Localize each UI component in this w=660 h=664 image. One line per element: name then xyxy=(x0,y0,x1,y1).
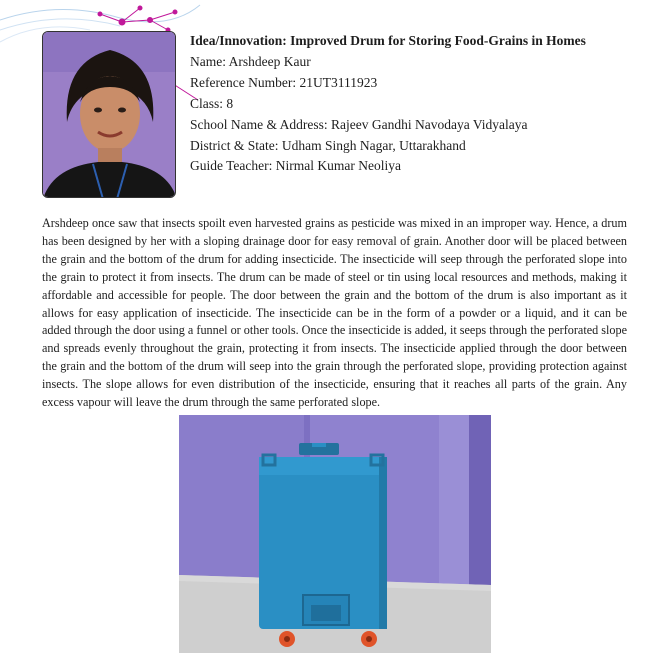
reference-row xyxy=(190,73,640,94)
district-value: Udham Singh Nagar, Uttarakhand xyxy=(281,137,466,153)
district-label: District & State: xyxy=(190,137,279,153)
idea-title: Idea/Innovation: Improved Drum for Storing Food-Grains in Homes xyxy=(190,33,586,48)
student-portrait xyxy=(42,31,176,198)
drum-photo xyxy=(179,415,491,653)
class-row xyxy=(190,94,640,115)
school-value: Rajeev Gandhi Navodaya Vidyalaya xyxy=(331,116,528,132)
reference-value: 21UT3111923 xyxy=(299,74,378,90)
name-value: Arshdeep Kaur xyxy=(228,53,311,69)
guide-label: Guide Teacher: xyxy=(190,158,273,174)
guide-row xyxy=(190,156,640,177)
guide-value: Nirmal Kumar Neoliya xyxy=(275,158,401,174)
class-value: 8 xyxy=(226,95,234,111)
school-label: School Name & Address: xyxy=(190,116,328,132)
class-label: Class: xyxy=(190,95,224,111)
description-paragraph: Arshdeep once saw that insects spoilt even harvested grains as pesticide was mixed in an improper way. Hence, a drum has been designed by her with a sloping drainage door for easy removal of grain. Another door will be placed between the grain and the bottom of the drum for adding insecticide. The insecticide will seep through the perforated slope into the grain to protect it from insects. The drum can be made of steel or tin using local resources and methods, making it affordable and accessible for people. The door between the grain and the bottom of the drum is also important as it allows for easy application of insecticide. The insecticide can be in the form of a powder or a liquid, and it can be added through the door using a funnel or other tools. Once the insecticide is added, it seeps through the perforated slope and spreads evenly throughout the grain, protecting it from insects. The insecticide applied through the door between the grain and the bottom of the drum will seep into the grain through the perforated slope, providing protection against insects. The slope allows for even distribution of the insecticide, ensuring that it reaches all parts of the grain. Any excess vapour will leave the drum through the same perforated slope. xyxy=(42,216,627,410)
district-row xyxy=(190,136,640,157)
student-info xyxy=(190,31,640,177)
school-row xyxy=(190,115,640,136)
name-label: Name: xyxy=(190,53,226,69)
reference-label: Reference Number: xyxy=(190,74,297,90)
name-row xyxy=(190,52,640,73)
